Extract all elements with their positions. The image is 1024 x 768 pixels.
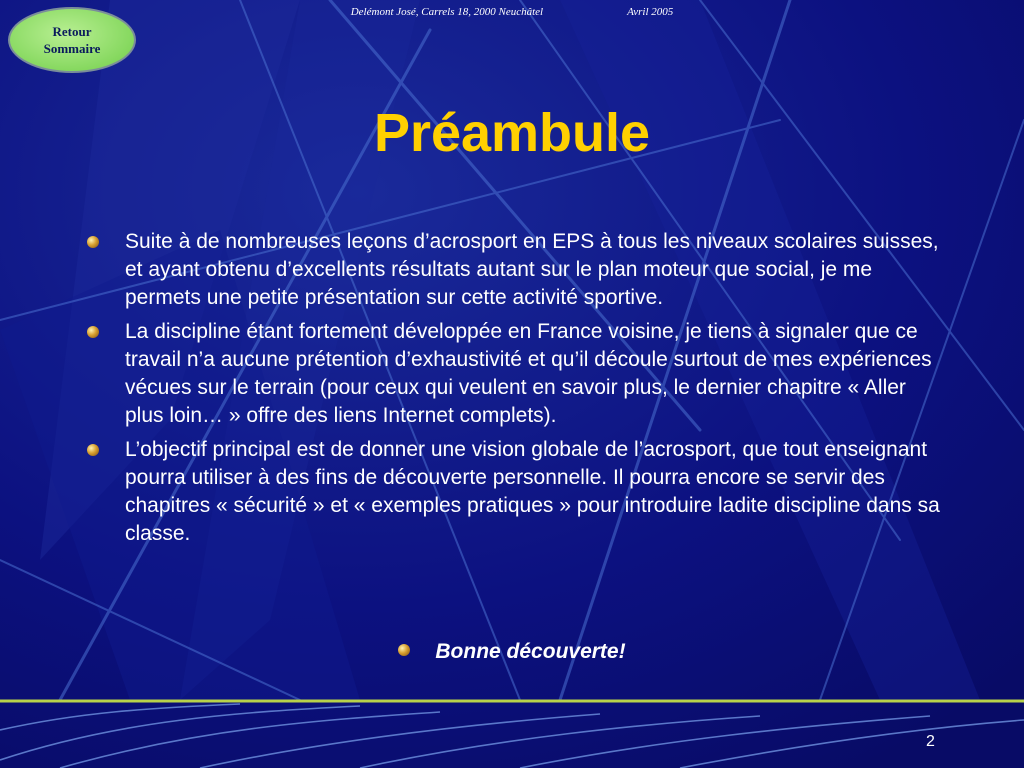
author-address: Delémont José, Carrels 18, 2000 Neuchâtel bbox=[350, 6, 544, 18]
page-number: 2 bbox=[926, 733, 935, 750]
bullet-icon bbox=[87, 444, 99, 456]
retour-sommaire-button[interactable] bbox=[8, 7, 136, 73]
sommaire-line: Sommaire bbox=[43, 41, 101, 56]
slide-title: Préambule bbox=[373, 103, 651, 163]
bullet-icon bbox=[87, 236, 99, 248]
bullet-list bbox=[84, 228, 944, 554]
bullet-icon bbox=[87, 326, 99, 338]
presentation-date: Avril 2005 bbox=[627, 6, 674, 18]
closing-line bbox=[0, 640, 1024, 664]
list-item bbox=[84, 318, 944, 430]
header-footer-text bbox=[0, 6, 1024, 18]
bullet-text: Suite à de nombreuses leçons d’acrosport en EPS à tous les niveaux scolaires suisses, et ayant obtenu d’excellents résultats autant sur le plan moteur que social, je me permets une petite présentation sur cette activité sportive. bbox=[125, 230, 939, 309]
list-item bbox=[84, 436, 944, 548]
bullet-text: L’objectif principal est de donner une vision globale de l’acrosport, que tout enseignant pourra utiliser à des fins de découverte personnelle. Il pourra encore se servir des chapitres « sécurité » et « exemples pratiques » pour introduire ladite discipline dans sa classe. bbox=[125, 438, 940, 545]
retour-line: Retour bbox=[52, 24, 92, 39]
closing-text: Bonne découverte! bbox=[435, 640, 626, 663]
retour-sommaire-label bbox=[44, 23, 101, 57]
bullet-icon bbox=[398, 644, 410, 656]
list-item bbox=[84, 228, 944, 312]
bullet-text: La discipline étant fortement développée en France voisine, je tiens à signaler que ce travail n’a aucune prétention d’exhaustivité et qu’il découle surtout de mes expériences vécues sur le terrain (pour ceux qui veulent en savoir plus, le dernier chapitre « Aller plus loin… » offre des liens Internet complets). bbox=[125, 320, 932, 427]
